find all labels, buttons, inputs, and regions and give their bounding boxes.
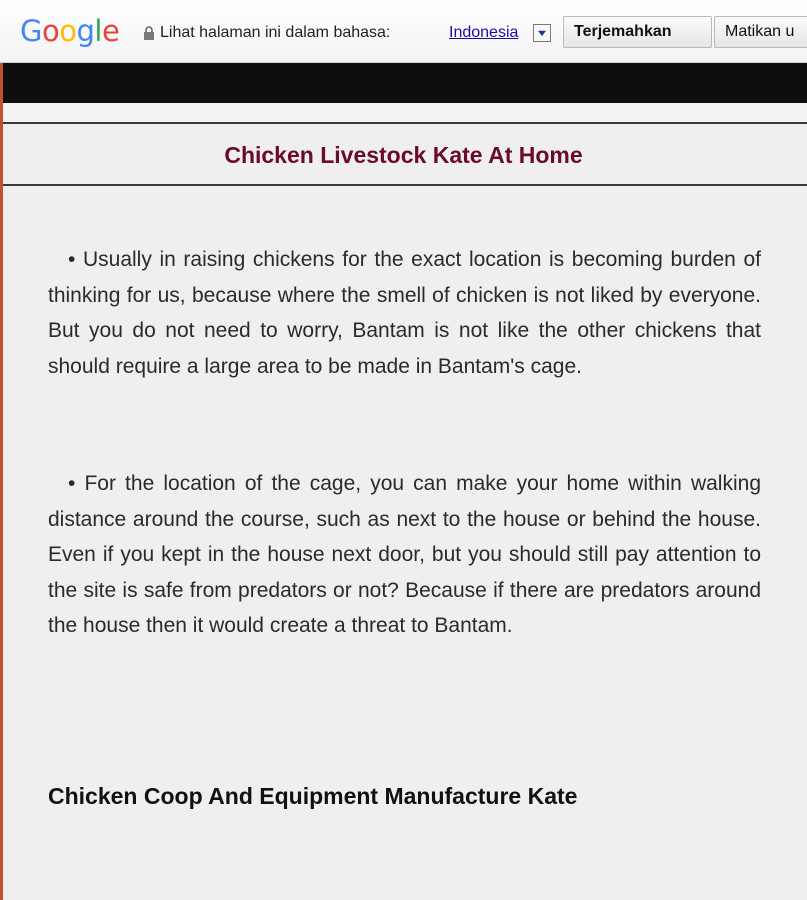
page-title: Chicken Livestock Kate At Home — [224, 142, 583, 168]
chevron-down-icon[interactable] — [533, 24, 551, 42]
translate-prompt: Lihat halaman ini dalam bahasa: — [160, 24, 391, 41]
section-heading: Chicken Coop And Equipment Manufacture Kate — [48, 783, 578, 809]
translate-button[interactable]: Terjemahkan — [563, 16, 712, 48]
language-select[interactable]: Indonesia — [449, 24, 519, 41]
logo-letter: G — [20, 14, 42, 48]
logo-letter: l — [94, 14, 102, 48]
divider — [3, 122, 807, 124]
logo-letter: e — [101, 14, 120, 48]
google-logo — [20, 13, 119, 49]
lock-icon — [143, 26, 155, 40]
logo-letter: o — [59, 14, 77, 48]
header-strip — [0, 103, 807, 123]
left-border — [0, 63, 3, 900]
google-translate-bar — [0, 0, 807, 63]
article-paragraph: • Usually in raising chickens for the exact location is becoming burden of thinking for us, because where the smell of chicken is not liked by everyone. But you do not need to worry, Bantam is not like the other chickens that should require a large area to be made in Bantam's cage. — [48, 248, 761, 378]
turn-off-button[interactable]: Matikan u — [714, 16, 807, 48]
article-paragraph: • For the location of the cage, you can make your home within walking distance around the course, such as next to the house or behind the house. Even if you kept in the house next door, but you should still pay attention to the site is safe from predators or not? Because if there are predators around the house then it would create a threat to Bantam. — [48, 472, 761, 637]
logo-letter: o — [41, 14, 60, 48]
divider — [3, 184, 807, 186]
logo-letter: g — [76, 14, 95, 48]
site-header-band — [0, 63, 807, 103]
